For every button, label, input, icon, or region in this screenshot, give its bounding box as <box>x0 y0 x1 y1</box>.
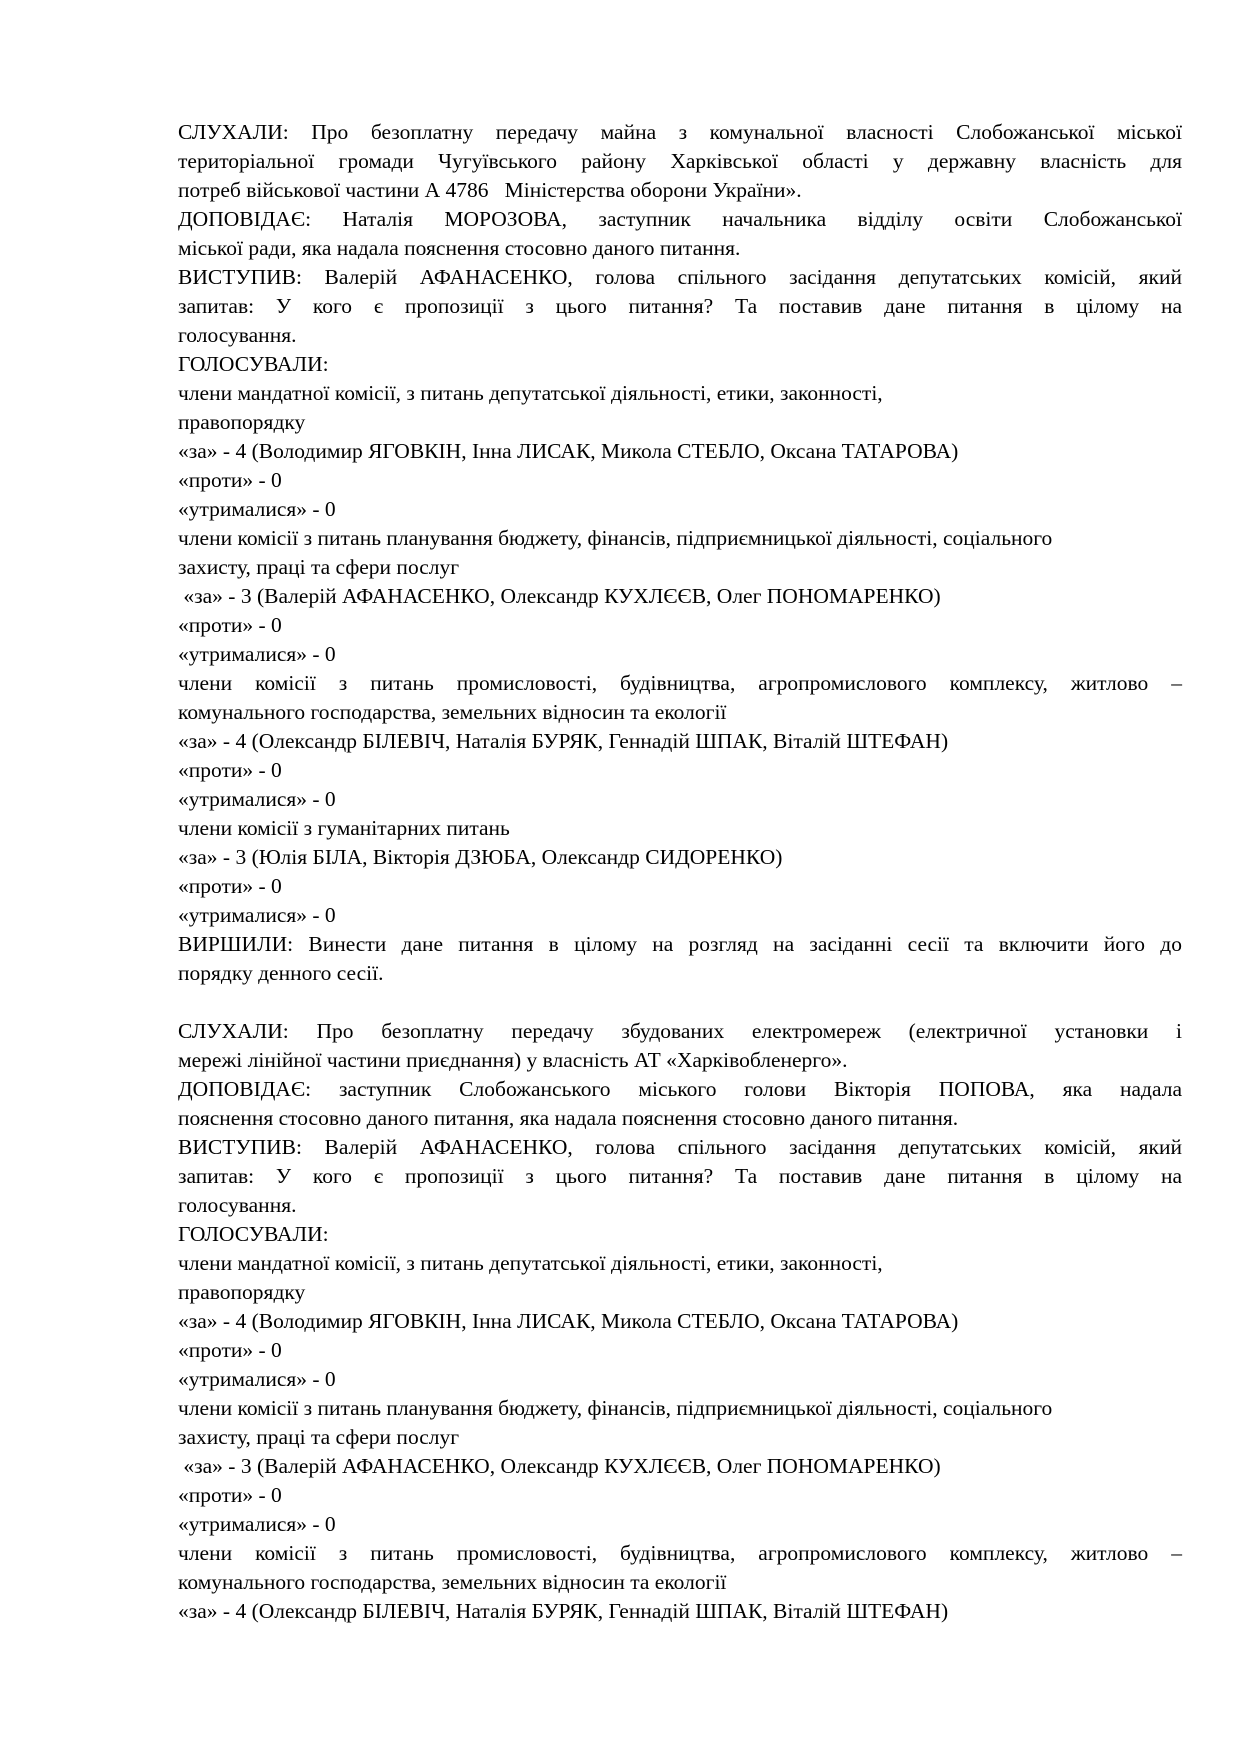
text-line: ДОПОВІДАЄ: Наталія МОРОЗОВА, заступник начальника відділу освіти Слобожанської <box>178 207 1182 231</box>
reports-paragraph <box>178 1075 1182 1133</box>
vote-for: «за» - 4 (Олександр БІЛЕВІЧ, Наталія БУРЯК, Геннадій ШПАК, Віталій ШТЕФАН) <box>178 729 949 753</box>
vote-for: «за» - 4 (Володимир ЯГОВКІН, Інна ЛИСАК, Микола СТЕБЛО, Оксана ТАТАРОВА) <box>178 439 959 463</box>
heard-paragraph <box>178 1017 1182 1075</box>
text-line: потреб військової частини А 4786 Міністерства оборони України». <box>178 178 802 202</box>
vote-abstained: «утрималися» - 0 <box>178 787 336 811</box>
committee-name: члени комісії з питань промисловості, будівництва, агропромислового комплексу, житлово – <box>178 1541 1182 1565</box>
reports-paragraph <box>178 205 1182 263</box>
committee-name: члени комісії з гуманітарних питань <box>178 816 510 840</box>
text-line: голосування. <box>178 323 297 347</box>
paragraph-spacer <box>178 988 1182 1017</box>
text-line: мережі лінійної частини приєднання) у власність АТ «Харківобленерго». <box>178 1048 848 1072</box>
agenda-item-2 <box>178 1017 1182 1626</box>
committee-name: правопорядку <box>178 1280 306 1304</box>
vote-for: «за» - 4 (Володимир ЯГОВКІН, Інна ЛИСАК, Микола СТЕБЛО, Оксана ТАТАРОВА) <box>178 1309 959 1333</box>
vote-against: «проти» - 0 <box>178 758 282 782</box>
text-line: ВИСТУПИВ: Валерій АФАНАСЕНКО, голова спільного засідання депутатських комісій, який <box>178 265 1182 289</box>
committee-name: члени комісії з питань планування бюджету, фінансів, підприємницької діяльності, соціального <box>178 1396 1053 1420</box>
text-line: ДОПОВІДАЄ: заступник Слобожанського міського голови Вікторія ПОПОВА, яка надала <box>178 1077 1182 1101</box>
text-line: порядку денного сесії. <box>178 961 384 985</box>
decided-paragraph <box>178 930 1182 988</box>
document-body <box>178 118 1182 1626</box>
vote-for: «за» - 3 (Валерій АФАНАСЕНКО, Олександр КУХЛЄЄВ, Олег ПОНОМАРЕНКО) <box>178 1454 941 1478</box>
text-line: ВИСТУПИВ: Валерій АФАНАСЕНКО, голова спільного засідання депутатських комісій, який <box>178 1135 1182 1159</box>
text-line: пояснення стосовно даного питання, яка надала пояснення стосовно даного питання. <box>178 1106 959 1130</box>
voted-heading: ГОЛОСУВАЛИ: <box>178 1222 329 1246</box>
text-line: запитав: У кого є пропозиції з цього питання? Та поставив дане питання в цілому на <box>178 1164 1182 1188</box>
vote-against: «проти» - 0 <box>178 613 282 637</box>
vote-against: «проти» - 0 <box>178 468 282 492</box>
vote-block-humanitarian <box>178 814 1182 930</box>
committee-name: члени мандатної комісії, з питань депутатської діяльності, етики, законності, <box>178 381 883 405</box>
committee-name: захисту, праці та сфери послуг <box>178 1425 460 1449</box>
vote-block-mandate <box>178 1249 1182 1394</box>
committee-name: комунального господарства, земельних відносин та екології <box>178 1570 727 1594</box>
agenda-item-1 <box>178 118 1182 988</box>
vote-abstained: «утрималися» - 0 <box>178 497 336 521</box>
vote-against: «проти» - 0 <box>178 1338 282 1362</box>
spoke-paragraph <box>178 1133 1182 1220</box>
vote-against: «проти» - 0 <box>178 874 282 898</box>
spoke-paragraph <box>178 263 1182 350</box>
vote-for: «за» - 3 (Валерій АФАНАСЕНКО, Олександр КУХЛЄЄВ, Олег ПОНОМАРЕНКО) <box>178 584 941 608</box>
text-line: СЛУХАЛИ: Про безоплатну передачу збудованих електромереж (електричної установки і <box>178 1019 1182 1043</box>
committee-name: захисту, праці та сфери послуг <box>178 555 460 579</box>
committee-name: члени комісії з питань планування бюджету, фінансів, підприємницької діяльності, соціального <box>178 526 1053 550</box>
vote-block-budget <box>178 1394 1182 1539</box>
vote-block-mandate <box>178 379 1182 524</box>
voted-heading: ГОЛОСУВАЛИ: <box>178 352 329 376</box>
vote-abstained: «утрималися» - 0 <box>178 1512 336 1536</box>
text-line: ВИРШИЛИ: Винести дане питання в цілому на розгляд на засіданні сесії та включити його до <box>178 932 1182 956</box>
vote-abstained: «утрималися» - 0 <box>178 1367 336 1391</box>
committee-name: члени мандатної комісії, з питань депутатської діяльності, етики, законності, <box>178 1251 883 1275</box>
committee-name: правопорядку <box>178 410 306 434</box>
vote-against: «проти» - 0 <box>178 1483 282 1507</box>
vote-abstained: «утрималися» - 0 <box>178 903 336 927</box>
vote-block-budget <box>178 524 1182 669</box>
committee-name: члени комісії з питань промисловості, будівництва, агропромислового комплексу, житлово – <box>178 671 1182 695</box>
vote-for: «за» - 4 (Олександр БІЛЕВІЧ, Наталія БУРЯК, Геннадій ШПАК, Віталій ШТЕФАН) <box>178 1599 949 1623</box>
text-line: територіальної громади Чугуївського району Харківської області у державну власність для <box>178 149 1182 173</box>
text-line: СЛУХАЛИ: Про безоплатну передачу майна з комунальної власності Слобожанської міської <box>178 120 1182 144</box>
text-line: міської ради, яка надала пояснення стосовно даного питання. <box>178 236 741 260</box>
committee-name: комунального господарства, земельних відносин та екології <box>178 700 727 724</box>
vote-abstained: «утрималися» - 0 <box>178 642 336 666</box>
text-line: запитав: У кого є пропозиції з цього питання? Та поставив дане питання в цілому на <box>178 294 1182 318</box>
text-line: голосування. <box>178 1193 297 1217</box>
heard-paragraph <box>178 118 1182 205</box>
vote-block-industry <box>178 669 1182 814</box>
vote-block-industry <box>178 1539 1182 1626</box>
vote-for: «за» - 3 (Юлія БІЛА, Вікторія ДЗЮБА, Олександр СИДОРЕНКО) <box>178 845 783 869</box>
